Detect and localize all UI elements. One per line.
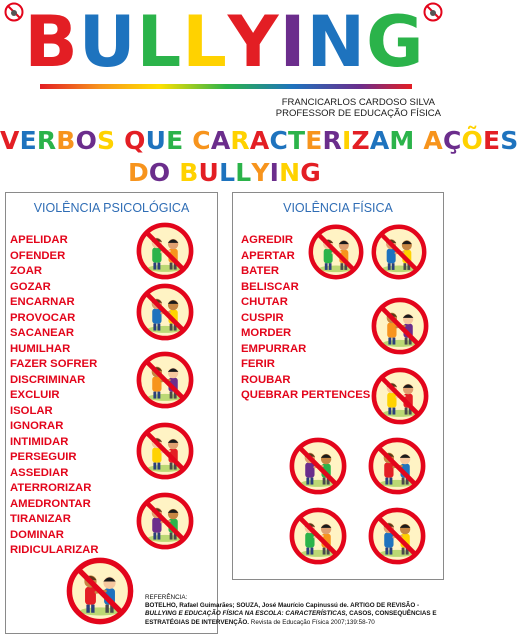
page-title	[0, 1, 449, 83]
no-bullying-sign-icon	[136, 492, 194, 550]
headline-letter: I	[342, 126, 352, 155]
rainbow-divider	[40, 84, 412, 89]
headline-letter: S	[500, 126, 518, 155]
verb-item: CUSPIR	[241, 311, 284, 324]
psychological-heading: VIOLÊNCIA PSICOLÓGICA	[33, 201, 190, 215]
headline-letter: B	[56, 126, 76, 155]
headline-letter: R	[230, 126, 250, 155]
verb-item: DISCRIMINAR	[10, 373, 86, 386]
verb-item: ZOAR	[10, 265, 43, 277]
title-letter: B	[24, 1, 79, 83]
headline-letter: L	[235, 158, 252, 187]
headline-letter: Õ	[461, 126, 483, 155]
title-letter: G	[366, 1, 425, 83]
verb-item: RIDICULARIZAR	[10, 544, 99, 556]
verb-item: BATER	[241, 265, 280, 277]
no-bullying-sign-icon	[289, 507, 347, 565]
verb-item: PROVOCAR	[10, 311, 76, 324]
headline-line-1	[0, 126, 518, 156]
verb-item: GOZAR	[10, 280, 51, 293]
headline-letter: N	[279, 158, 301, 187]
verb-item: INTIMIDAR	[10, 435, 69, 448]
verb-item: APELIDAR	[10, 234, 68, 246]
reference-title-rest: CASOS, CONSEQUÊNCIAS E	[347, 610, 437, 618]
verb-item: AMEDRONTAR	[10, 497, 91, 510]
verb-item: ROUBAR	[241, 373, 291, 386]
headline-letter: U	[198, 158, 220, 187]
reference-authors: BOTELHO, Rafael Guimarães; SOUZA, José Maurício Capinussú de. ARTIGO DE REVISÃO -	[145, 602, 420, 610]
headline-letter: R	[36, 126, 57, 155]
headline-line-2	[0, 158, 449, 188]
headline-letter: A	[210, 126, 231, 155]
verb-item: TIRANIZAR	[10, 513, 71, 525]
verb-item: OFENDER	[10, 249, 66, 262]
psychological-verb-list	[10, 233, 98, 559]
headline-letter: U	[145, 126, 167, 155]
verb-item: FAZER SOFRER	[10, 358, 98, 370]
no-bullying-sign-icon	[368, 437, 426, 495]
headline-letter: G	[300, 158, 322, 187]
verb-item: SACANEAR	[10, 327, 75, 339]
author-role: PROFESSOR DE EDUCAÇÃO FÍSICA	[275, 108, 441, 119]
headline-letter	[414, 126, 423, 156]
verb-item: AGREDIR	[241, 234, 294, 246]
verb-item: EMPURRAR	[241, 342, 307, 355]
no-bullying-sign-icon	[136, 283, 194, 341]
verb-item: PERSEGUIR	[10, 451, 77, 463]
headline-letter: A	[423, 126, 443, 155]
headline-letter: E	[19, 126, 37, 155]
title-letter: Y	[227, 1, 280, 83]
headline-letter: O	[148, 158, 171, 187]
headline-letter: E	[166, 126, 184, 155]
headline-letter: V	[0, 126, 20, 155]
no-bullying-sign-icon	[371, 367, 429, 425]
headline-letter: T	[288, 126, 306, 155]
headline-letter: C	[192, 126, 211, 155]
headline-letter: Q	[124, 126, 146, 155]
title-letter: L	[136, 1, 183, 83]
verb-item: CHUTAR	[241, 296, 288, 308]
verb-item: ENCARNAR	[10, 296, 75, 308]
title-letter: U	[78, 1, 137, 83]
verb-item: HUMILHAR	[10, 342, 71, 355]
reference-subtitle: ESTRATÉGIAS DE INTERVENÇÃO.	[145, 618, 250, 626]
no-bullying-sign-icon	[136, 422, 194, 480]
verb-item: ISOLAR	[10, 404, 53, 417]
headline-letter: B	[179, 158, 199, 187]
verb-item: ATERRORIZAR	[10, 482, 92, 494]
headline-letter	[115, 126, 124, 156]
verb-item: MORDER	[241, 327, 292, 339]
reference-label: REFERÊNCIA:	[145, 594, 188, 601]
headline-letter	[183, 126, 192, 156]
no-bullying-sign-icon	[371, 297, 429, 355]
title-letter: N	[306, 1, 367, 83]
headline-letter: I	[269, 158, 280, 187]
headline-letter: Ç	[442, 126, 462, 155]
no-bullying-sign-icon	[136, 222, 194, 280]
author-block	[276, 97, 441, 119]
title-letter: L	[182, 1, 228, 83]
reference-journal: Revista de Educação Física 2007;139:58-70	[249, 618, 375, 626]
verb-item: IGNORAR	[10, 420, 64, 432]
headline-letter: L	[219, 158, 236, 187]
reference-block	[145, 594, 443, 627]
no-bullying-sign-icon	[308, 224, 364, 280]
physical-heading: VIOLÊNCIA FÍSICA	[283, 201, 393, 215]
headline-letter: A	[249, 126, 270, 155]
headline-letter: A	[369, 126, 390, 155]
verb-item: QUEBRAR PERTENCES	[241, 389, 371, 401]
verb-item: DOMINAR	[10, 528, 64, 541]
headline-letter: C	[269, 126, 288, 155]
headline-letter: E	[482, 126, 501, 155]
no-bullying-sign-icon	[289, 437, 347, 495]
no-bullying-sign-icon	[368, 507, 426, 565]
verb-item: FERIR	[241, 358, 275, 370]
verb-item: EXCLUIR	[10, 389, 60, 401]
no-bullying-sign-icon	[371, 224, 427, 280]
headline-letter: Y	[251, 158, 270, 187]
headline-letter	[170, 158, 179, 188]
headline-letter: R	[322, 126, 342, 155]
verb-item: BELISCAR	[241, 280, 299, 293]
headline-letter: O	[75, 126, 98, 155]
headline-letter: D	[127, 158, 149, 187]
verb-item: APERTAR	[241, 249, 295, 262]
headline-letter: Z	[351, 126, 370, 155]
no-bullying-sign-icon	[136, 351, 194, 409]
verb-item: ASSEDIAR	[10, 466, 69, 479]
headline-letter: E	[305, 126, 323, 155]
no-bullying-sign-icon	[66, 557, 134, 625]
author-name: FRANCICARLOS CARDOSO SILVA	[281, 97, 436, 108]
headline-letter: S	[97, 126, 116, 155]
headline-letter: M	[389, 126, 415, 155]
reference-title: BULLYING E EDUCAÇÃO FÍSICA NA ESCOLA: CARACTERÍSTICAS,	[145, 610, 348, 618]
title-letter: I	[279, 1, 307, 83]
